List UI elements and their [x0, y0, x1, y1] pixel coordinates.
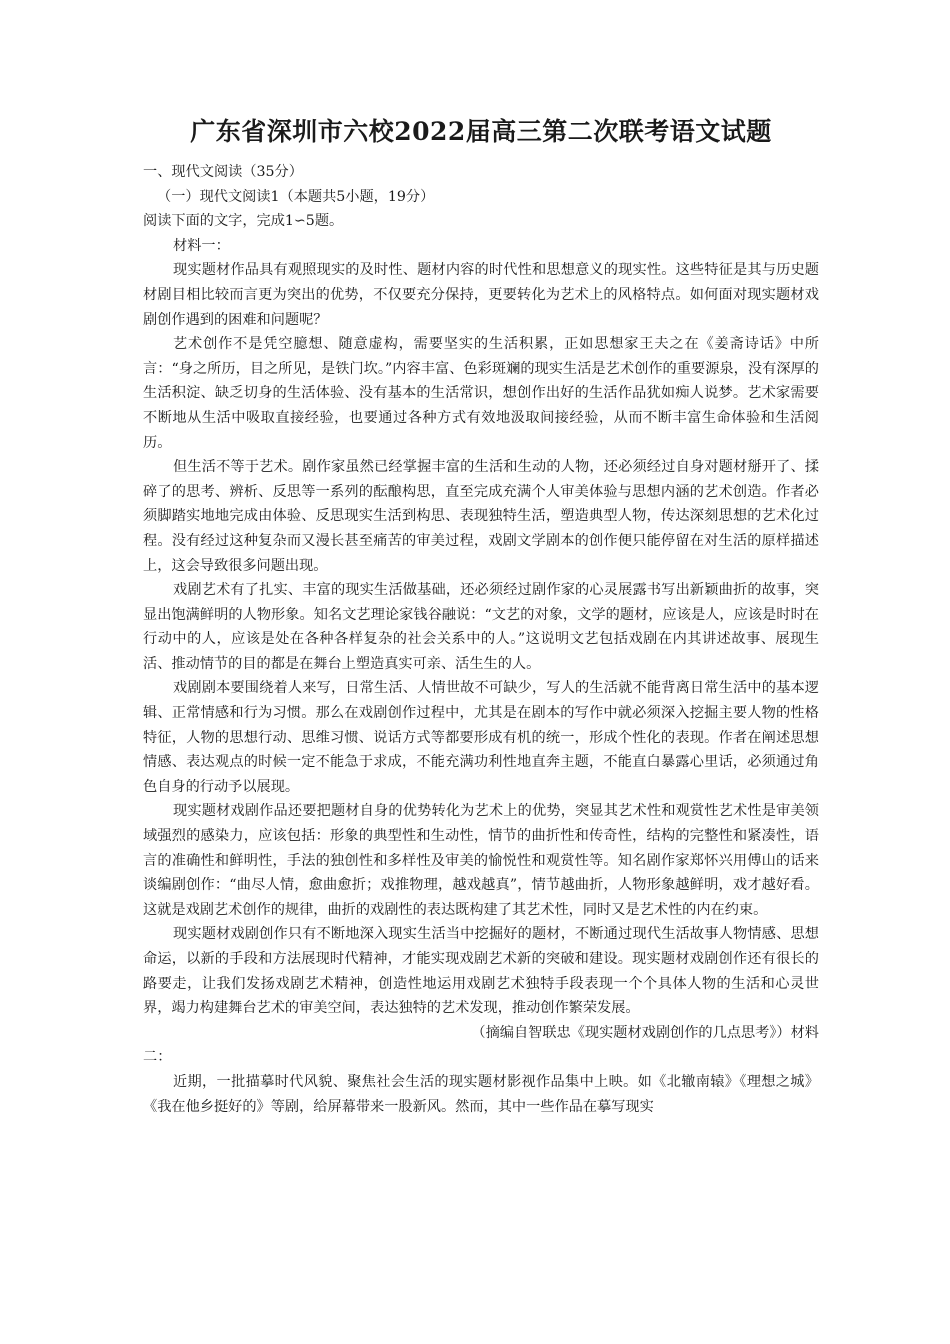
document-page [143, 112, 819, 1119]
body-paragraph: 艺术创作不是凭空臆想、随意虚构，需要坚实的生活积累，正如思想家王夫之在《姜斋诗话》中所言：“身之所历，目之所见，是铁门坎。”内容丰富、色彩斑斓的现实生活是艺术创作的重要源泉，没有深厚的生活积淀、缺乏切身的生活体验、没有基本的生活常识，想创作出好的生活作品犹如痴人说梦。艺术家需要不断地从生活中吸取直接经验，也要通过各种方式有效地汲取间接经验，从而不断丰富生命体验和生活阅历。 [143, 336, 819, 451]
source-citation: （摘编自智联忠《现实题材戏剧创作的几点思考》）材料 [471, 1024, 819, 1041]
material-one-label: 材料一： [173, 237, 230, 254]
material-two-label: 二： [143, 1049, 172, 1066]
material-two-paragraph: 近期，一批描摹时代风貌、聚焦社会生活的现实题材影视作品集中上映。如《北辙南辕》《理想之城》《我在他乡挺好的》等剧，给屏幕带来一股新风。然而，其中一些作品在摹写现实 [143, 1073, 819, 1115]
body-paragraph: 但生活不等于艺术。剧作家虽然已经掌握丰富的生活和生动的人物，还必须经过自身对题材掰开了、揉碎了的思考、辨析、反思等一系列的酝酿构思，直至完成充满个人审美体验与思想内涵的艺术创造。作者必须脚踏实地地完成由体验、反思现实生活到构思、表现独特生活，塑造典型人物，传达深刻思想的艺术化过程。没有经过这种复杂而又漫长甚至痛苦的审美过程，戏剧文学剧本的创作便只能停留在对生活的原样描述上，这会导致很多问题出现。 [143, 459, 819, 574]
instruction-text: 阅读下面的文字，完成1∽5题。 [143, 213, 344, 230]
body-paragraph: 现实题材作品具有观照现实的及时性、题材内容的时代性和思想意义的现实性。这些特征是其与历史题材剧目相比较而言更为突出的优势，不仅要充分保持，更要转化为艺术上的风格特点。如何面对现实题材戏剧创作遇到的困难和问题呢？ [143, 262, 819, 328]
body-paragraph: 现实题材戏剧作品还要把题材自身的优势转化为艺术上的优势，突显其艺术性和观赏性艺术性是审美领域强烈的感染力，应该包括：形象的典型性和生动性，情节的曲折性和传奇性，结构的完整性和紧凑性，语言的准确性和鲜明性，手法的独创性和多样性及审美的愉悦性和观赏性等。知名剧作家郑怀兴用傅山的话来谈编剧创作：“曲尽人情，愈曲愈折；戏推物理，越戏越真”，情节越曲折，人物形象越鲜明，戏才越好看。这就是戏剧艺术创作的规律，曲折的戏剧性的表达既构建了其艺术性，同时又是艺术性的内在约束。 [143, 803, 819, 918]
page-title: 广东省深圳市六校2022届高三第二次联考语文试题 [190, 117, 772, 146]
subsection-heading: （一）现代文阅读1（本题共5小题，19分） [157, 188, 435, 205]
body-paragraph: 戏剧艺术有了扎实、丰富的现实生活做基础，还必须经过剧作家的心灵展露书写出新颖曲折的故事，突显出饱满鲜明的人物形象。知名文艺理论家钱谷融说：“文艺的对象，文学的题材，应该是人，应该是时时在行动中的人，应该是处在各种各样复杂的社会关系中的人。”这说明文艺包括戏剧在内其讲述故事、展现生活、推动情节的目的都是在舞台上塑造真实可亲、活生生的人。 [143, 582, 819, 672]
body-paragraph: 戏剧剧本要围绕着人来写，日常生活、人情世故不可缺少，写人的生活就不能背离日常生活中的基本逻辑、正常情感和行为习惯。那么在戏剧创作过程中，尤其是在剧本的写作中就必须深入挖掘主要人物的性格特征，人物的思想行动、思维习惯、说话方式等都要形成有机的统一，形成个性化的表现。作者在阐述思想情感、表达观点的时候一定不能急于求成，不能充满功利性地直奔主题，不能直白暴露心里话，必须通过角色自身的行动予以展现。 [143, 680, 819, 795]
section-heading: 一、现代文阅读（35分） [143, 164, 303, 180]
body-paragraph: 现实题材戏剧创作只有不断地深入现实生活当中挖掘好的题材，不断通过现代生活故事人物情感、思想命运，以新的手段和方法展现时代精神，才能实现戏剧艺术新的突破和建设。现实题材戏剧创作还有很长的路要走，让我们发扬戏剧艺术精神，创造性地运用戏剧艺术独特手段表现一个个具体人物的生活和心灵世界，竭力构建舞台艺术的审美空间，表达独特的艺术发现，推动创作繁荣发展。 [143, 926, 819, 1017]
